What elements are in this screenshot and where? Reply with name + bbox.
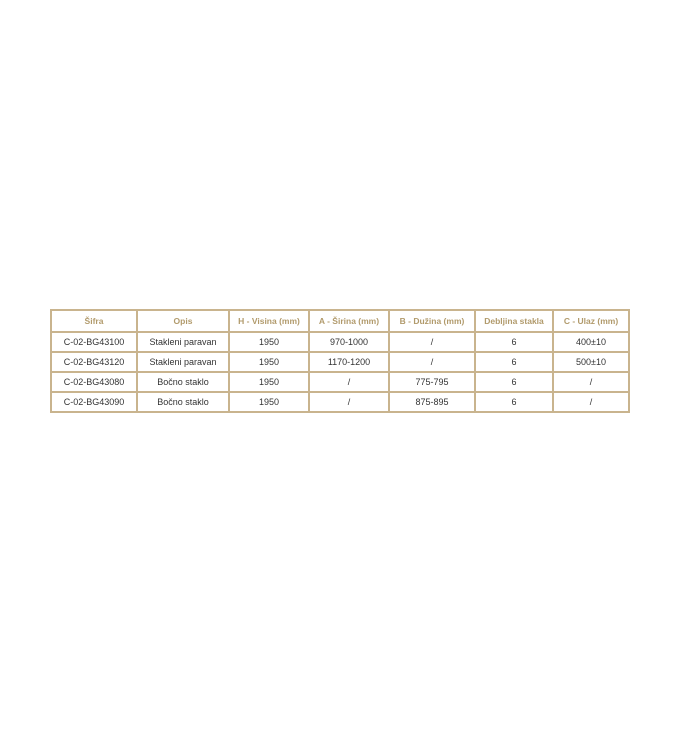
cell-duzina: / xyxy=(389,352,475,372)
cell-visina: 1950 xyxy=(229,392,309,412)
table-row xyxy=(51,332,629,352)
cell-sirina: 970-1000 xyxy=(309,332,389,352)
header-sirina: A - Širina (mm) xyxy=(309,310,389,332)
header-opis: Opis xyxy=(137,310,229,332)
cell-ulaz: / xyxy=(553,392,629,412)
cell-opis: Stakleni paravan xyxy=(137,332,229,352)
cell-duzina: 875-895 xyxy=(389,392,475,412)
table-header-row xyxy=(51,310,629,332)
table-row xyxy=(51,372,629,392)
cell-sifra: C-02-BG43080 xyxy=(51,372,137,392)
cell-opis: Stakleni paravan xyxy=(137,352,229,372)
cell-visina: 1950 xyxy=(229,332,309,352)
cell-opis: Bočno staklo xyxy=(137,392,229,412)
cell-duzina: 775-795 xyxy=(389,372,475,392)
table-row xyxy=(51,392,629,412)
cell-sirina: 1170-1200 xyxy=(309,352,389,372)
header-sifra: Šifra xyxy=(51,310,137,332)
cell-ulaz: 400±10 xyxy=(553,332,629,352)
cell-debljina: 6 xyxy=(475,372,553,392)
cell-visina: 1950 xyxy=(229,372,309,392)
cell-sifra: C-02-BG43120 xyxy=(51,352,137,372)
cell-duzina: / xyxy=(389,332,475,352)
header-ulaz: C - Ulaz (mm) xyxy=(553,310,629,332)
product-spec-table xyxy=(50,309,630,413)
header-visina: H - Visina (mm) xyxy=(229,310,309,332)
cell-visina: 1950 xyxy=(229,352,309,372)
cell-sirina: / xyxy=(309,392,389,412)
cell-debljina: 6 xyxy=(475,332,553,352)
header-debljina: Debljina stakla xyxy=(475,310,553,332)
cell-debljina: 6 xyxy=(475,392,553,412)
cell-debljina: 6 xyxy=(475,352,553,372)
cell-sirina: / xyxy=(309,372,389,392)
cell-sifra: C-02-BG43100 xyxy=(51,332,137,352)
header-duzina: B - Dužina (mm) xyxy=(389,310,475,332)
cell-opis: Bočno staklo xyxy=(137,372,229,392)
cell-sifra: C-02-BG43090 xyxy=(51,392,137,412)
cell-ulaz: 500±10 xyxy=(553,352,629,372)
cell-ulaz: / xyxy=(553,372,629,392)
table-row xyxy=(51,352,629,372)
